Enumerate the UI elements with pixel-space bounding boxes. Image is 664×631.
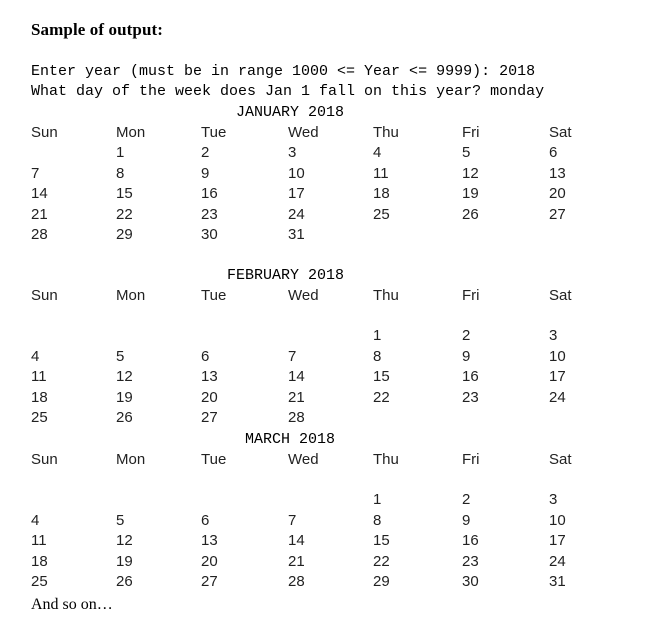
day-header-wed: Wed [288, 287, 319, 304]
calendar-date: 3 [549, 327, 558, 344]
calendar-date: 25 [31, 409, 48, 426]
calendar-date: 23 [462, 552, 479, 570]
day-header-wed: Wed [288, 124, 319, 141]
calendar-date: 13 [549, 164, 566, 182]
day-header-tue: Tue [201, 124, 227, 141]
calendar-date: 30 [462, 573, 479, 590]
day-header-sat: Sat [549, 287, 572, 304]
calendar-date: 27 [549, 205, 566, 223]
calendar-date: 15 [373, 368, 390, 385]
calendar-date: 15 [116, 185, 133, 202]
calendar-date: 11 [373, 164, 389, 182]
day-header-sun: Sun [31, 287, 58, 304]
day-header-tue: Tue [201, 451, 227, 468]
day-header-mon: Mon [116, 287, 146, 304]
calendar-date: 31 [288, 226, 305, 243]
calendar-date: 10 [288, 164, 305, 182]
calendar-date: 17 [549, 368, 566, 385]
calendar-date: 28 [288, 573, 305, 590]
calendar-date: 18 [373, 185, 390, 202]
calendar-date: 7 [288, 511, 297, 529]
day-header-sun: Sun [31, 451, 58, 468]
day-header-thu: Thu [373, 124, 399, 141]
calendar-date: 22 [373, 388, 390, 406]
calendar-date: 24 [549, 388, 566, 406]
day-header-fri: Fri [462, 451, 480, 468]
day-header-sat: Sat [549, 451, 572, 468]
calendar-date: 5 [116, 347, 125, 365]
month-title: JANUARY 2018 [236, 104, 345, 121]
calendar-date: 1 [373, 491, 382, 508]
calendar-date: 6 [201, 511, 210, 529]
calendar-date: 20 [201, 388, 218, 406]
calendar-date: 8 [373, 347, 382, 365]
prompt-line-weekday: What day of the week does Jan 1 fall on this year? monday [31, 83, 545, 100]
calendar-date: 20 [201, 552, 218, 570]
calendar-date: 2 [462, 327, 471, 344]
calendar-date: 5 [462, 144, 471, 161]
calendar-date: 4 [31, 347, 40, 365]
calendar-date: 7 [288, 347, 297, 365]
calendar-date: 20 [549, 185, 566, 202]
day-header-sat: Sat [549, 124, 572, 141]
calendar-date: 12 [116, 368, 133, 385]
calendar-date: 23 [462, 388, 479, 406]
calendar-date: 12 [116, 532, 133, 549]
calendar-date: 4 [373, 144, 382, 161]
calendar-date: 26 [462, 205, 479, 223]
calendar-date: 28 [288, 409, 305, 426]
calendar-date: 2 [462, 491, 471, 508]
calendar-date: 21 [288, 552, 305, 570]
calendar-date: 22 [116, 205, 133, 223]
day-header-sun: Sun [31, 124, 58, 141]
day-header-thu: Thu [373, 287, 399, 304]
calendar-date: 10 [549, 511, 566, 529]
day-header-fri: Fri [462, 287, 480, 304]
calendar-date: 26 [116, 409, 133, 426]
calendar-date: 25 [373, 205, 390, 223]
calendar-date: 30 [201, 226, 218, 243]
calendar-date: 26 [116, 573, 133, 590]
calendar-date: 8 [116, 164, 125, 182]
calendar-date: 9 [462, 511, 471, 529]
month-title: FEBRUARY 2018 [227, 267, 345, 284]
calendar-date: 12 [462, 164, 479, 182]
calendar-date: 6 [549, 144, 558, 161]
page-heading: Sample of output: [31, 20, 164, 39]
calendar-date: 7 [31, 164, 40, 182]
day-header-wed: Wed [288, 451, 319, 468]
calendar-date: 19 [116, 388, 133, 406]
calendar-date: 27 [201, 409, 218, 426]
footer-text: And so on… [31, 596, 113, 613]
day-header-thu: Thu [373, 451, 399, 468]
calendar-date: 8 [373, 511, 382, 529]
calendar-date: 18 [31, 552, 48, 570]
calendar-date: 24 [549, 552, 566, 570]
calendar-date: 29 [373, 573, 390, 590]
calendar-date: 16 [201, 185, 218, 202]
calendar-date: 1 [373, 327, 382, 344]
calendar-date: 14 [288, 368, 305, 385]
calendar-date: 17 [288, 185, 305, 202]
day-header-fri: Fri [462, 124, 480, 141]
calendar-date: 14 [31, 185, 48, 202]
calendar-date: 29 [116, 226, 133, 243]
calendar-date: 21 [31, 205, 48, 223]
calendar-date: 28 [31, 226, 48, 243]
prompt-line-year: Enter year (must be in range 1000 <= Year <= 9999): 2018 [31, 63, 536, 80]
calendar-date: 2 [201, 144, 210, 161]
calendar-date: 9 [201, 164, 210, 182]
calendar-date: 31 [549, 573, 566, 590]
month-title: MARCH 2018 [245, 431, 336, 448]
calendar-date: 19 [116, 552, 133, 570]
calendar-date: 6 [201, 347, 210, 365]
calendar-date: 16 [462, 532, 479, 549]
calendar-date: 21 [288, 388, 305, 406]
calendar-date: 25 [31, 573, 48, 590]
calendar-date: 14 [288, 532, 305, 549]
calendar-date: 9 [462, 347, 471, 365]
calendar-date: 11 [31, 368, 47, 385]
calendar-date: 10 [549, 347, 566, 365]
calendar-date: 15 [373, 532, 390, 549]
calendar-date: 1 [116, 144, 125, 161]
calendar-date: 3 [288, 144, 297, 161]
day-header-mon: Mon [116, 451, 146, 468]
calendar-date: 17 [549, 532, 566, 549]
day-header-tue: Tue [201, 287, 227, 304]
calendar-date: 13 [201, 368, 218, 385]
calendar-date: 5 [116, 511, 125, 529]
calendar-date: 22 [373, 552, 390, 570]
day-header-mon: Mon [116, 124, 146, 141]
calendar-date: 19 [462, 185, 479, 202]
calendar-date: 27 [201, 573, 218, 590]
calendar-date: 18 [31, 388, 48, 406]
calendar-date: 11 [31, 532, 47, 549]
calendar-date: 16 [462, 368, 479, 385]
calendar-date: 4 [31, 511, 40, 529]
calendar-date: 23 [201, 205, 218, 223]
calendar-date: 24 [288, 205, 305, 223]
calendar-date: 13 [201, 532, 218, 549]
calendar-date: 3 [549, 491, 558, 508]
